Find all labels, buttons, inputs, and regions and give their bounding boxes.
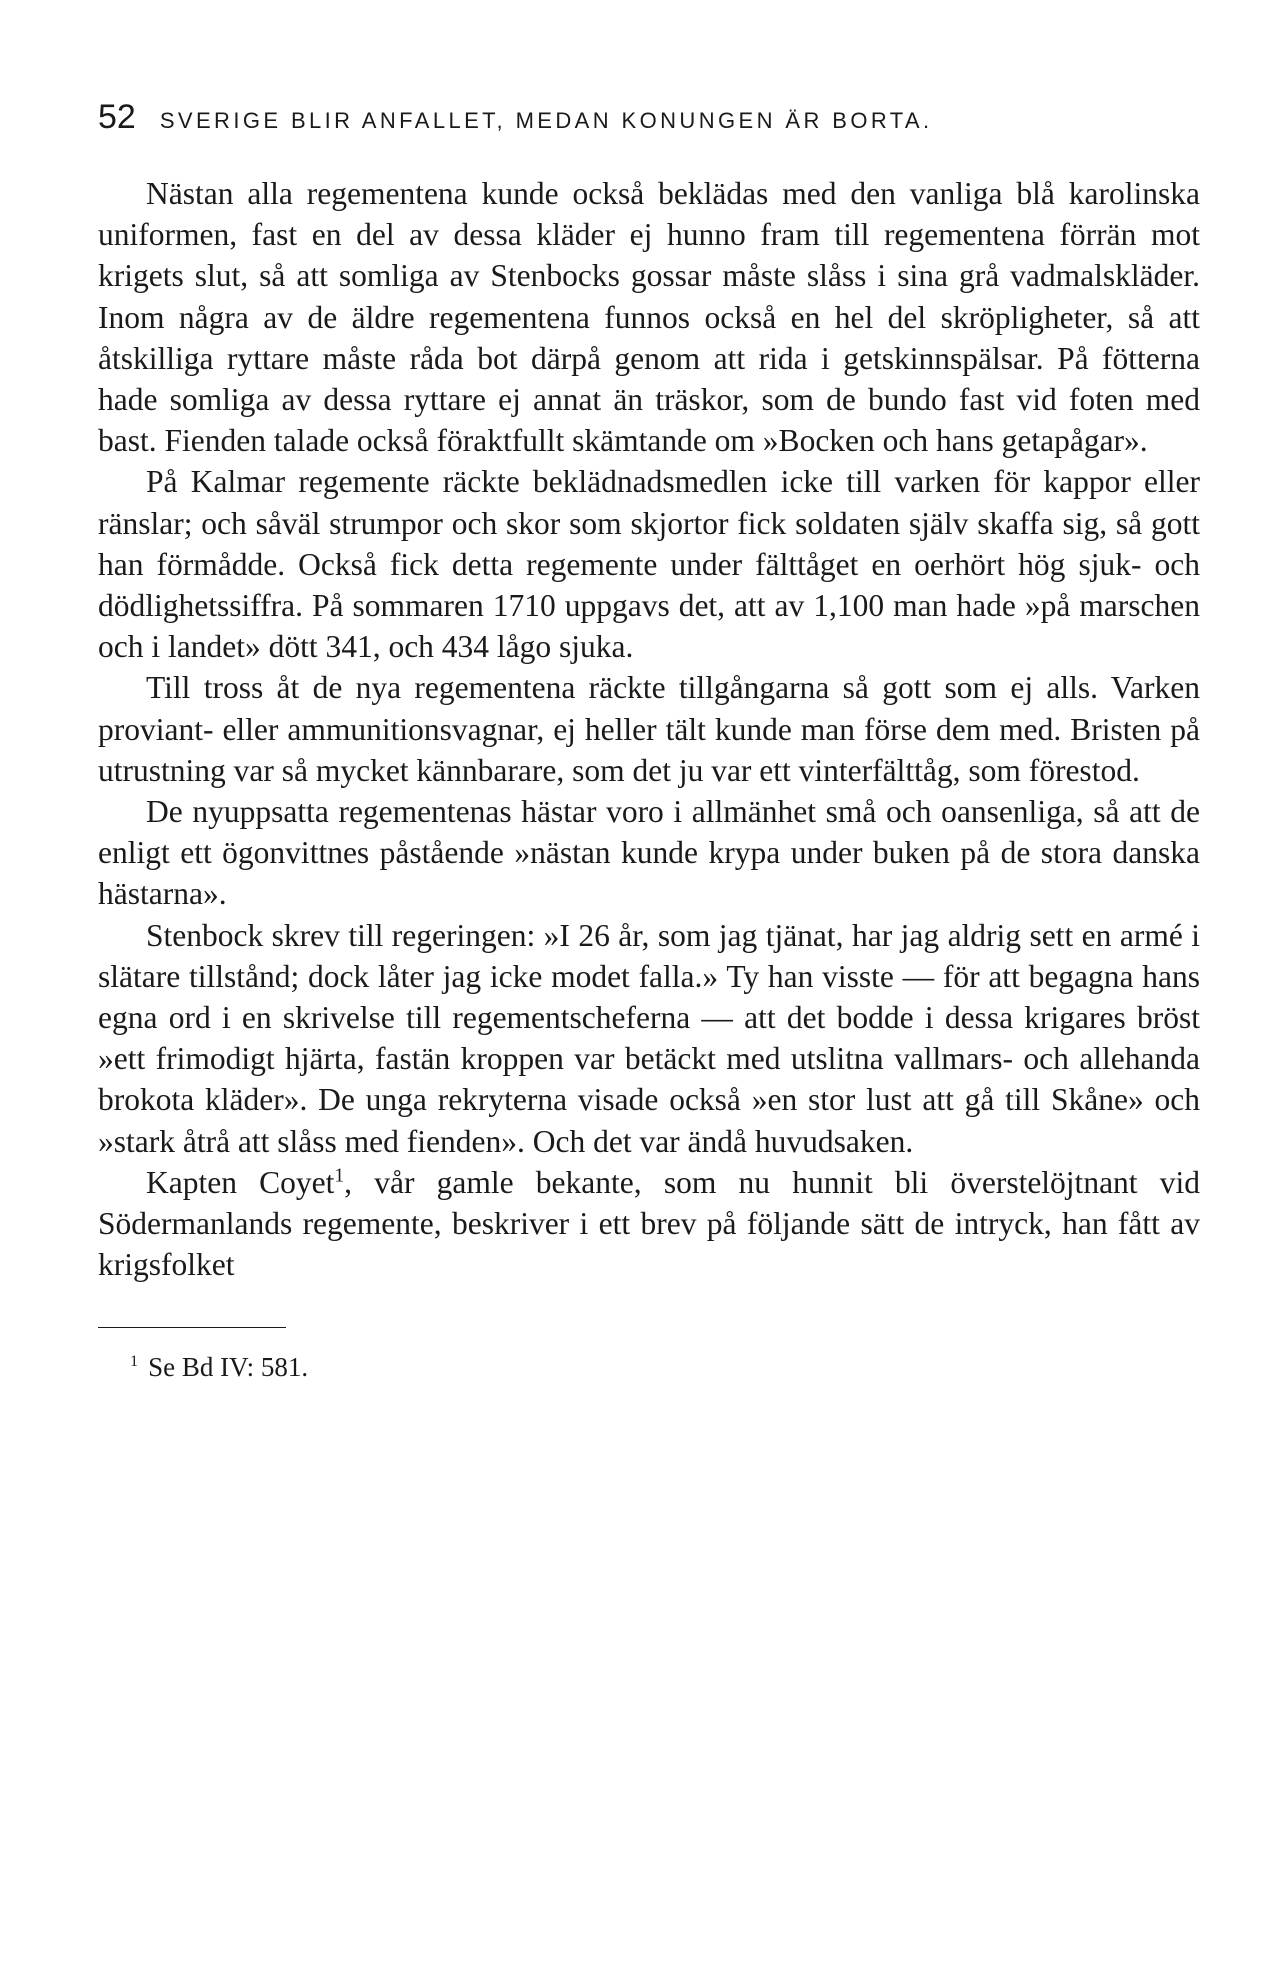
paragraph-text-before-note: Kapten Coyet	[146, 1164, 335, 1200]
footnote-text: Se Bd IV: 581.	[148, 1352, 309, 1383]
page-number: 52	[98, 98, 136, 136]
paragraph: Stenbock skrev till regeringen: »I 26 år, som jag tjänat, har jag aldrig sett en armé i slätare tillstånd; dock låter jag icke modet falla.» Ty han visste — för att begagna hans egna ord i en skrivelse till regementscheferna — att det bodde i dessa krigares bröst »ett frimodigt hjärta, fastän kroppen var betäckt med utslitna vallmars- och allehanda brokota kläder». De unga rekryterna visade också »en stor lust att gå till Skåne» och »stark åtrå att slåss med fienden». Och det var ändå huvudsaken.	[98, 917, 1200, 1159]
running-title: SVERIGE BLIR ANFALLET, MEDAN KONUNGEN ÄR BORTA.	[159, 108, 933, 133]
footnote-divider	[98, 1327, 286, 1328]
paragraph: På Kalmar regemente räckte beklädnadsmedlen icke till varken för kappor eller ränslar; och såväl strumpor och skor som skjortor fick soldaten själv skaffa sig, så gott han förmådde. Också fick detta regemente under fälttåget en oerhört hög sjuk- och dödlighetssiffra. På sommaren 1710 uppgavs det, att av 1,100 man hade »på marschen och i landet» dött 341, och 434 lågo sjuka.	[98, 464, 1200, 665]
body-text	[98, 173, 1200, 1285]
footnote-marker: 1	[130, 1352, 139, 1371]
paragraph: De nyuppsatta regementenas hästar voro i allmänhet små och oansenliga, så att de enligt ett ögonvittnes påstående »nästan kunde krypa under buken på de stora danska hästarna».	[98, 794, 1200, 912]
paragraph	[98, 1162, 1200, 1286]
paragraph: Till tross åt de nya regementena räckte tillgångarna så gott som ej alls. Varken proviant- eller ammunitionsvagnar, ej heller tält kunde man förse dem med. Bristen på utrustning var så mycket kännbarare, som det ju var ett vinterfälttåg, som förestod.	[98, 670, 1200, 788]
book-page	[98, 98, 1200, 1384]
footnote-reference: 1	[334, 1165, 345, 1187]
paragraph-text-after-note: , vår gamle bekante, som nu hunnit bli överstelöjtnant vid Södermanlands regemente, beskriver i ett brev på följande sätt de intryck, han fått av krigsfolket	[98, 1164, 1200, 1283]
paragraph: Nästan alla regementena kunde också beklädas med den vanliga blå karolinska uniformen, fast en del av dessa kläder ej hunno fram till regementena förrän mot krigets slut, så att somliga av Stenbocks gossar måste slåss i sina grå vadmalskläder. Inom några av de äldre regementena funnos också en hel del skröpligheter, så att åtskilliga ryttare måste råda bot därpå genom att rida i getskinnspälsar. På fötterna hade somliga av dessa ryttare ej annat än träskor, som de bundo fast vid foten med bast. Fienden talade också föraktfullt skämtande om »Bocken och hans getapågar».	[98, 176, 1200, 459]
running-head	[98, 98, 1200, 137]
footnote	[98, 1350, 1200, 1384]
